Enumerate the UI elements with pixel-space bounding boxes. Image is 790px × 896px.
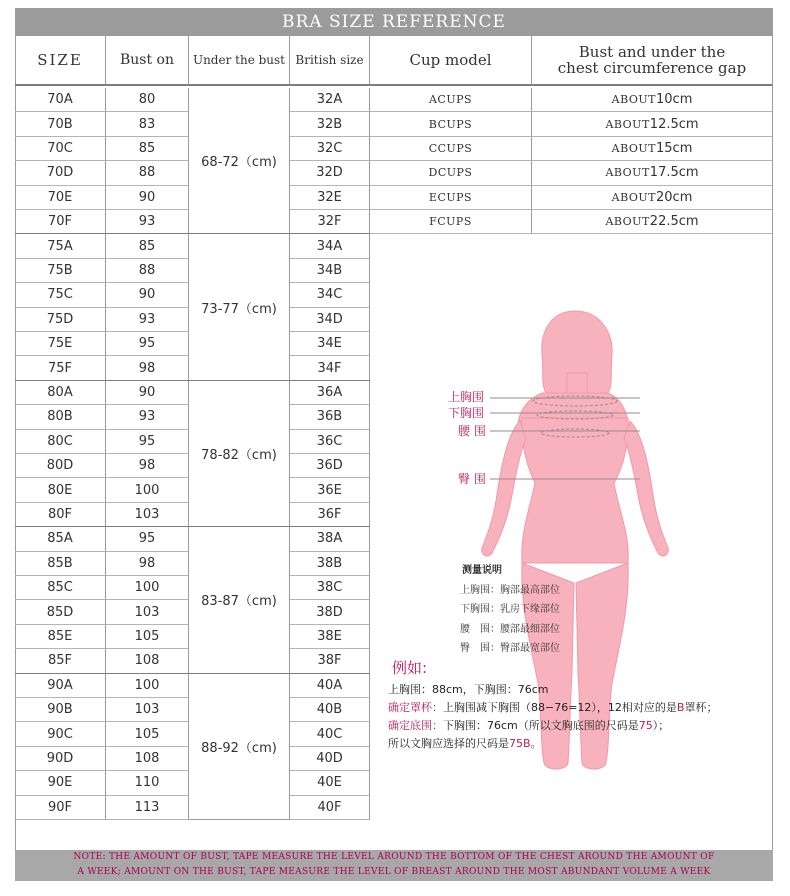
note-line-2: A WEEK; AMOUNT ON THE BUST, TAPE MEASURE THE LEVEL OF BREAST AROUND THE MOST ABUNDANT VOLUME A WEEK [77,867,711,877]
size-cell: 70D [15,161,106,185]
example-line-4-highlight: 75B [509,737,531,750]
bust-cell: 108 [106,747,189,771]
example-title: 例如: [392,659,428,677]
size-cell: 80C [15,430,106,454]
size-cell: 85C [15,576,106,600]
bust-cell: 95 [106,430,189,454]
cup-model-cell: ECUPS [370,186,532,210]
bust-cell: 95 [106,332,189,356]
size-cell: 80F [15,503,106,527]
british-size-cell: 40F [290,796,370,820]
gap-cell [532,210,773,234]
example-line-2 [388,699,717,715]
british-size-cell: 38E [290,625,370,649]
label-upper-bust: 上胸围 [448,390,485,404]
gap-value: 10cm [656,92,693,108]
bust-cell: 90 [106,381,189,405]
bust-cell: 85 [106,234,189,258]
size-cell: 90C [15,722,106,746]
example-line-3 [388,717,669,733]
british-size-cell: 34E [290,332,370,356]
british-size-cell: 38A [290,527,370,551]
legend-line-1: 上胸围：胸部最高部位 [460,585,560,596]
example-line-2-text: 上胸围减下胸围（88−76=12），12相对应的是 [443,701,677,714]
bust-cell: 80 [106,88,189,112]
legend-line-4: 臀 围：臀部最宽部位 [460,643,560,654]
example-line-4-text: 所以文胸应选择的尺码是 [388,737,509,750]
size-cell: 90B [15,698,106,722]
bust-cell: 105 [106,722,189,746]
british-size-cell: 32C [290,137,370,161]
bust-cell: 88 [106,259,189,283]
example-line-2-suffix: 罩杯； [684,701,718,714]
gap-cell [532,88,773,112]
bust-cell: 103 [106,503,189,527]
header-british-size: British size [290,36,370,86]
gap-value: 12.5cm [649,116,699,132]
size-cell: 70F [15,210,106,234]
example-line-1: 上胸围：88cm，下胸围：76cm [388,683,549,696]
legend-title: 测量说明 [462,565,502,576]
british-size-cell: 38C [290,576,370,600]
size-cell: 75C [15,283,106,307]
bust-cell: 113 [106,796,189,820]
bust-cell: 88 [106,161,189,185]
bust-cell: 100 [106,576,189,600]
gap-cell [532,161,773,185]
gap-value: 15cm [656,140,693,156]
british-size-cell: 34A [290,234,370,258]
legend-line-2: 下胸围：乳房下缘部位 [460,604,560,615]
bust-cell: 100 [106,478,189,502]
example-line-2-prefix: 确定罩杯： [388,701,443,714]
british-size-cell: 36A [290,381,370,405]
gap-value: 17.5cm [649,165,699,181]
british-size-cell: 34F [290,356,370,380]
british-size-cell: 38B [290,552,370,576]
measurement-illustration [370,233,773,850]
bust-cell: 93 [106,308,189,332]
bust-cell: 98 [106,552,189,576]
size-cell: 90E [15,771,106,795]
under-bust-range-cell: 68-72（cm) [189,88,290,234]
gap-cell [532,137,773,161]
bust-cell: 98 [106,356,189,380]
british-size-cell: 36C [290,430,370,454]
example-line-3-suffix: ）； [652,719,670,732]
bust-cell: 103 [106,698,189,722]
example-line-2-highlight: B [676,701,685,714]
example-line-3-prefix: 确定底围： [388,719,443,732]
example-line-4-suffix: 。 [530,737,542,750]
british-size-cell: 36E [290,478,370,502]
bust-cell: 108 [106,649,189,673]
header-gap-line2: chest circumference gap [557,59,747,77]
british-size-cell: 36D [290,454,370,478]
size-cell: 90D [15,747,106,771]
cup-model-cell: ACUPS [370,88,532,112]
gap-label: ABOUT [605,117,650,131]
bust-cell: 110 [106,771,189,795]
size-cell: 75B [15,259,106,283]
british-size-cell: 36B [290,405,370,429]
gap-cell [532,186,773,210]
example-line-4 [388,735,542,751]
size-cell: 80B [15,405,106,429]
british-size-cell: 34B [290,259,370,283]
bust-cell: 93 [106,210,189,234]
cup-model-cell: DCUPS [370,161,532,185]
header-under-bust: Under the bust [189,36,290,86]
size-cell: 75F [15,356,106,380]
size-cell: 70B [15,112,106,136]
size-cell: 85A [15,527,106,551]
british-size-cell: 38D [290,600,370,624]
british-size-cell: 34D [290,308,370,332]
size-cell: 80A [15,381,106,405]
british-size-cell: 38F [290,649,370,673]
size-cell: 80D [15,454,106,478]
size-cell: 85B [15,552,106,576]
bust-cell: 85 [106,137,189,161]
gap-cell [532,112,773,136]
bust-cell: 103 [106,600,189,624]
british-size-cell: 40D [290,747,370,771]
header-size: SIZE [15,36,106,86]
cup-model-cell: BCUPS [370,112,532,136]
gap-value: 22.5cm [649,214,699,230]
british-size-cell: 34C [290,283,370,307]
note-text [15,850,773,880]
header-gap [532,36,773,86]
example-line-3-text: 下胸围：76cm（所以文胸底围的尺码是 [443,719,639,732]
size-cell: 85E [15,625,106,649]
under-bust-range-cell: 73-77（cm) [189,234,290,380]
gap-label: ABOUT [611,93,656,107]
label-hip: 臀 围 [458,472,486,486]
british-size-cell: 32F [290,210,370,234]
header-cup-model: Cup model [370,36,532,86]
bust-cell: 95 [106,527,189,551]
size-cell: 75D [15,308,106,332]
bust-cell: 90 [106,186,189,210]
bust-cell: 90 [106,283,189,307]
british-size-cell: 40A [290,674,370,698]
size-cell: 90A [15,674,106,698]
label-waist: 腰 围 [458,424,486,438]
gap-label: ABOUT [605,215,650,229]
chart-title: BRA SIZE REFERENCE [15,8,773,36]
british-size-cell: 32B [290,112,370,136]
british-size-cell: 40E [290,771,370,795]
size-cell: 85D [15,600,106,624]
gap-label: ABOUT [611,141,656,155]
bust-cell: 83 [106,112,189,136]
size-cell: 75A [15,234,106,258]
note-line-1: NOTE: THE AMOUNT OF BUST, TAPE MEASURE THE LEVEL AROUND THE BOTTOM OF THE CHEST AROUND THE AMOUNT OF [73,852,715,862]
label-under-bust: 下胸围 [448,406,485,420]
cup-model-cell: CCUPS [370,137,532,161]
gap-label: ABOUT [611,190,656,204]
size-cell: 75E [15,332,106,356]
british-size-cell: 32D [290,161,370,185]
under-bust-range-cell: 88-92（cm) [189,674,290,820]
size-cell: 70A [15,88,106,112]
header-gap-line1: Bust and under the [578,43,726,61]
body-figure-icon [370,233,773,850]
bust-cell: 105 [106,625,189,649]
gap-value: 20cm [656,189,693,205]
british-size-cell: 36F [290,503,370,527]
size-cell: 80E [15,478,106,502]
size-cell: 90F [15,796,106,820]
example-line-3-highlight: 75 [638,719,653,732]
header-bust: Bust on [106,36,189,86]
british-size-cell: 40B [290,698,370,722]
under-bust-range-cell: 83-87（cm) [189,527,290,673]
british-size-cell: 32A [290,88,370,112]
british-size-cell: 32E [290,186,370,210]
size-cell: 70E [15,186,106,210]
gap-label: ABOUT [605,166,650,180]
size-cell: 70C [15,137,106,161]
bust-cell: 93 [106,405,189,429]
under-bust-range-cell: 78-82（cm) [189,381,290,527]
legend-line-3: 腰 围：腰部最细部位 [460,624,560,635]
size-cell: 85F [15,649,106,673]
cup-model-cell: FCUPS [370,210,532,234]
british-size-cell: 40C [290,722,370,746]
bust-cell: 100 [106,674,189,698]
bust-cell: 98 [106,454,189,478]
